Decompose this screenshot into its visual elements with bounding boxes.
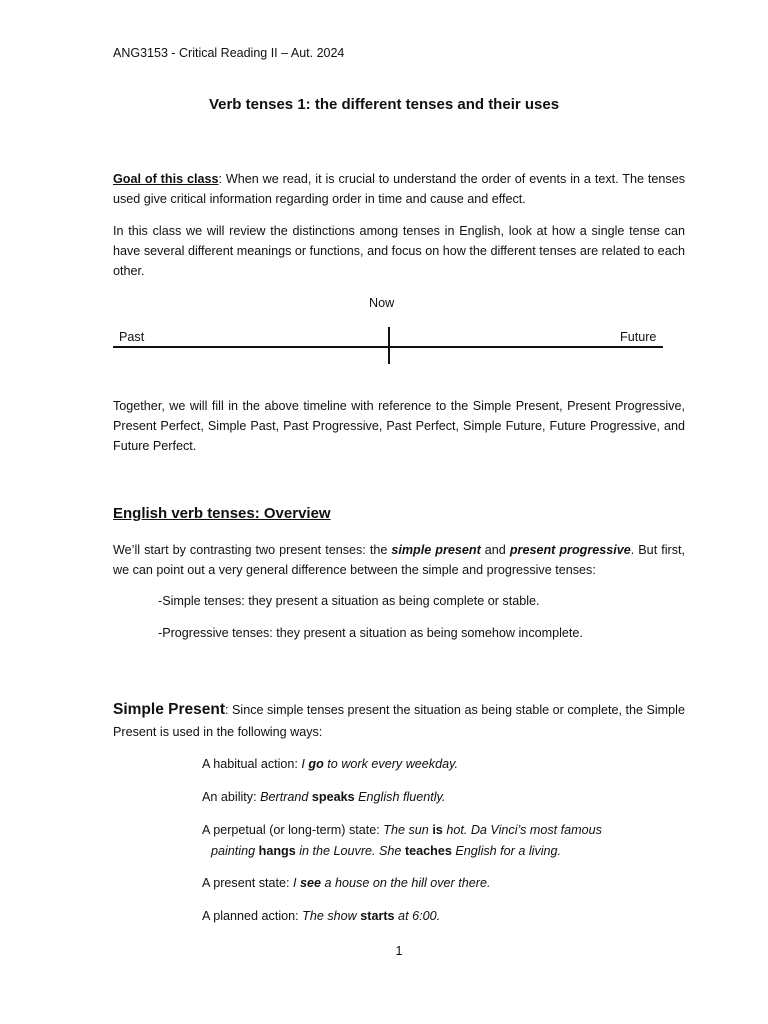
goal-text: : When we read, it is crucial to understand the order of events in a text. The tenses used give critical information regarding order in time and cause and effect. xyxy=(113,172,685,206)
timeline-past-label: Past xyxy=(119,330,145,344)
example-text: English for a living. xyxy=(451,844,562,858)
example-text: Bertrand xyxy=(260,790,312,804)
page-title: Verb tenses 1: the different tenses and their uses xyxy=(208,96,560,113)
example-ability xyxy=(202,787,445,808)
bullet-progressive-tenses: -Progressive tenses: they present a situation as being somehow incomplete. xyxy=(158,626,583,640)
timeline-future-label: Future xyxy=(620,330,657,344)
timeline-now-marker xyxy=(388,327,390,364)
example-label: A perpetual (or long-term) state: xyxy=(202,823,384,837)
example-text: to work every weekday. xyxy=(323,757,458,771)
together-paragraph: Together, we will fill in the above timeline with reference to the Simple Present, Present Progressive, Present Perfect, Simple Past, Past Progressive, Past Perfect, Simple Future, Future Progressive, and Future Perfect. xyxy=(113,399,685,453)
example-verb: go xyxy=(308,757,324,771)
goal-label: Goal of this class xyxy=(113,172,219,186)
simple-present-term: simple present xyxy=(391,543,481,557)
course-header: ANG3153 - Critical Reading II – Aut. 2024 xyxy=(113,46,345,60)
overview-heading: English verb tenses: Overview xyxy=(113,505,331,522)
example-text: The sun xyxy=(383,823,433,837)
example-planned-action xyxy=(202,906,440,927)
overview-text: We’ll start by contrasting two present tenses: the xyxy=(113,543,392,557)
bullet-simple-tenses: -Simple tenses: they present a situation as being complete or stable. xyxy=(158,594,540,608)
example-habitual xyxy=(202,754,458,775)
example-label: A habitual action: xyxy=(202,757,302,771)
simple-present-paragraph xyxy=(113,699,685,743)
example-label: A planned action: xyxy=(202,909,303,923)
example-text: I xyxy=(301,757,309,771)
example-text: painting xyxy=(211,844,259,858)
overview-paragraph xyxy=(113,540,685,580)
intro-paragraph: In this class we will review the distinctions among tenses in English, look at how a single tense can have several different meanings or functions, and focus on how the different tenses are related to each other. xyxy=(113,224,685,278)
example-perpetual-state xyxy=(202,820,602,862)
example-text: a house on the hill over there. xyxy=(321,876,491,890)
example-continuation xyxy=(202,841,602,862)
example-verb: see xyxy=(300,876,322,890)
overview-text: and xyxy=(480,543,510,557)
page-number: 1 xyxy=(395,944,403,958)
example-text: hot. Da Vinci’s most famous xyxy=(442,823,602,837)
simple-present-heading: Simple Present xyxy=(113,701,225,718)
example-text: The show xyxy=(302,909,361,923)
simple-present-text: : Since simple tenses present the situation as being stable or complete, the Simple Present is used in the following ways: xyxy=(113,703,685,739)
example-verb: is xyxy=(432,823,443,837)
example-text: in the Louvre. She xyxy=(295,844,405,858)
example-text: I xyxy=(293,876,301,890)
example-verb: speaks xyxy=(311,790,355,804)
example-label: A present state: xyxy=(202,876,294,890)
example-verb: starts xyxy=(360,909,395,923)
overview-text: . But first, we can point out a very general difference between the simple and progressive tenses: xyxy=(113,543,685,577)
example-verb: teaches xyxy=(404,844,452,858)
example-verb: hangs xyxy=(258,844,296,858)
goal-paragraph xyxy=(113,169,685,209)
present-progressive-term: present progressive xyxy=(509,543,631,557)
example-present-state xyxy=(202,873,490,894)
example-text: at 6:00. xyxy=(394,909,441,923)
timeline-now-label: Now xyxy=(369,296,395,310)
example-text: English fluently. xyxy=(354,790,446,804)
example-label: An ability: xyxy=(202,790,261,804)
